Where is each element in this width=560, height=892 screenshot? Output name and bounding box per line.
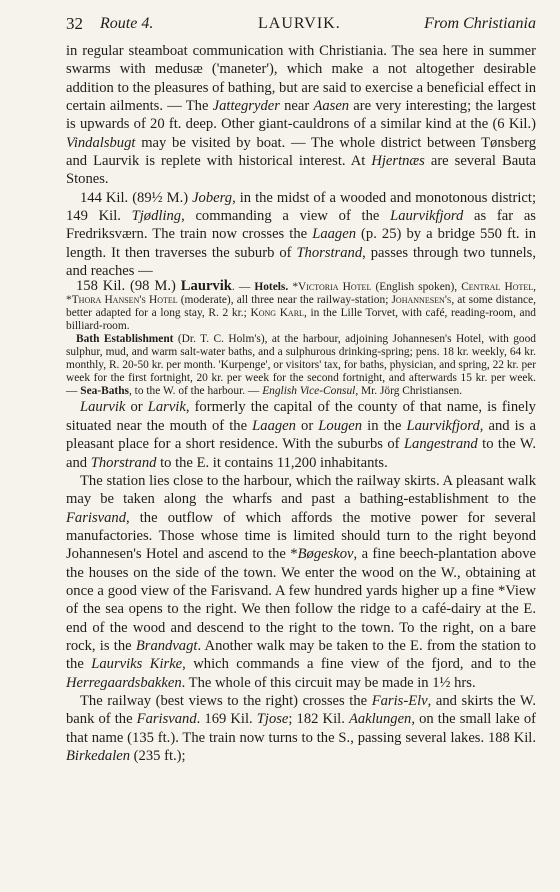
- route-label: Route 4.: [100, 15, 154, 32]
- paragraph-hotels: 158 Kil. (98 M.) Laurvik. — Hotels. *Victoria Hotel (English spoken), Central Hotel, *Thora Hansen's Hotel (moderate), all three near the railway-station; Johannesen's, at some distance, better adapted for a long stay, R. 2 kr.; Kong Karl, in the Lille Torvet, with café, reading-room, and billiard-room.: [66, 278, 536, 333]
- paragraph-laurvik-town: Laurvik or Larvik, formerly the capital of the county of that name, is finely situated near the mouth of the Laagen or Lougen in the Laurvikfjord, and is a pleasant place for a short residence. With the suburbs of Langestrand to the W. and Thorstrand to the E. it contains 11,200 inhabitants.: [66, 399, 536, 471]
- paragraph-railway: The railway (best views to the right) crosses the Faris-Elv, and skirts the W. bank of the Farisvand. 169 Kil. Tjose; 182 Kil. Aaklungen, on the small lake of that name (135 ft.). The train now turns to the S., passing several lakes. 188 Kil. Birkedalen (235 ft.);: [66, 692, 536, 764]
- body-hotels: [66, 280, 536, 398]
- page-number: 32: [66, 14, 83, 33]
- header-from: From Christiania: [424, 15, 536, 32]
- paragraph-seabathing: in regular steamboat communication with Christiania. The sea here in summer swarms with medusæ ('maneter'), which make a not altogether desirable addition to the pleasures of bathing, but are said to exercise a beneficial effect in certain ailments. — The Jattegryder near Aasen are very interesting; the largest is upwards of 20 ft. deep. Other giant-cauldrons of a similar kind at the (6 Kil.) Vindalsbugt may be visited by boat. — The whole district between Tønsberg and Laurvik is replete with historical interest. At Hjertnæs are several Bauta Stones.: [66, 43, 537, 188]
- header-title: LAURVIK.: [258, 15, 341, 32]
- running-header: [66, 12, 536, 42]
- paragraph-bath-establishment: Bath Establishment (Dr. T. C. Holm's), at the harbour, adjoining Johannesen's Hotel, with good sulphur, mud, and warm salt-water baths, and a sulphurous drinking-spring; pens. 18 kr. weekly, 64 kr. monthly, R. 20-50 kr. per month. 'Kurpenge', or visitors' tax, for baths, physician, and spring, 22 kr. per week for the first fortnight, 20 kr. per week for the second fortnight, and afterwards 15 kr. per week. — Sea-Baths, to the W. of the harbour. — English Vice-Consul, Mr. Jörg Christiansen.: [66, 333, 536, 398]
- paragraph-walks: The station lies close to the harbour, which the railway skirts. A pleasant walk may be taken along the wharfs and past a bathing-establishment to the Farisvand, the outflow of which affords the motive power for several manufactories. Those whose time is limited should turn to the right beyond Johannesen's Hotel and ascend to the *Bøgeskov, a fine beech-plantation above the houses on the side of the town. We enter the wood on the W., obtaining at once a good view of the Farisvand. A few hundred yards higher up a fine *View of the sea opens to the right. We then follow the ridge to a café-dairy at the E. end of the wood and descend to the right to the town. To the right, on a bare rock, is the Brandvagt. Another walk may be taken to the E. from the station to the Laurviks Kirke, which commands a fine view of the fjord, and to the Herregaardsbakken. The whole of this circuit may be made in 1½ hrs.: [66, 472, 537, 691]
- body-lower: [66, 398, 536, 765]
- body-upper: [66, 42, 536, 280]
- paragraph-joberg: 144 Kil. (89½ M.) Joberg, in the midst of a wooded and monotonous district; 149 Kil. Tjødling, commanding a view of the Laurvikfjord as far as Fredriksværn. The train now crosses the Laagen (p. 25) by a bridge 550 ft. in length. It then traverses the suburb of Thorstrand, passes through two tunnels, and reaches —: [66, 189, 536, 280]
